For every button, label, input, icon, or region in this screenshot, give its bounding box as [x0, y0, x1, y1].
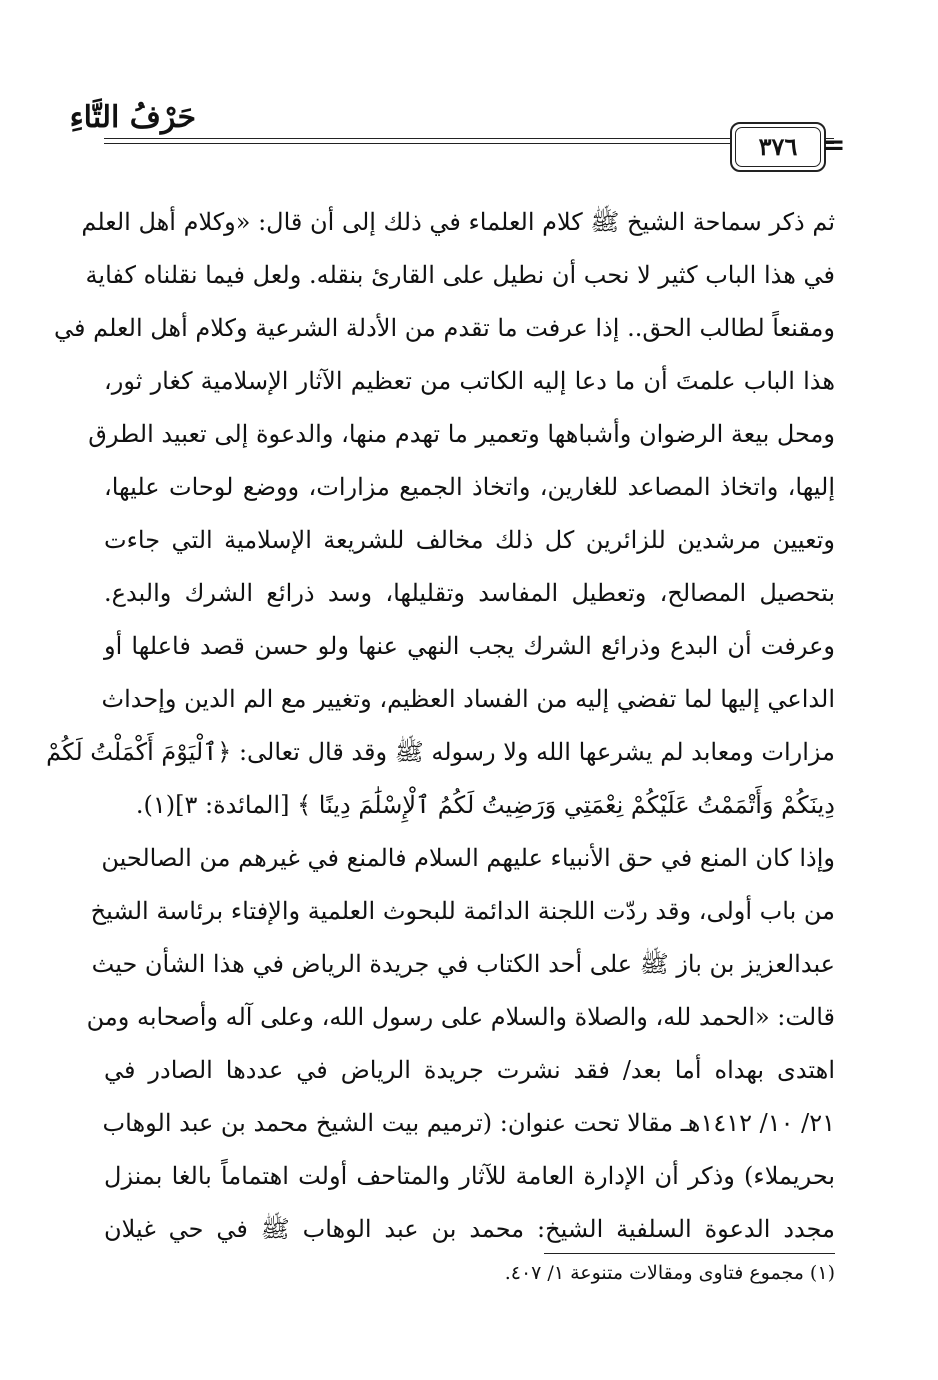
text-line: اهتدى بهداه أما بعد/ فقد نشرت جريدة الرياض في عددها الصادر في [104, 1056, 835, 1084]
text-line: وتعيين مرشدين للزائرين كل ذلك مخالف للشريعة الإسلامية التي جاءت [104, 526, 835, 554]
main-text [46, 196, 835, 1256]
text-line: في هذا الباب كثير لا نحب أن نطيل على القارئ بنقله. ولعل فيما نقلناه كفاية [85, 261, 835, 289]
text-line: عبدالعزيز بن باز ﷺ على أحد الكتاب في جريدة الرياض في هذا الشأن حيث [91, 950, 835, 978]
text-line: قالت: «الحمد لله، والصلاة والسلام على رسول الله، وعلى آله وأصحابه ومن [86, 1003, 835, 1031]
footnote-separator [544, 1253, 835, 1254]
footnote: (١) مجموع فتاوى ومقالات متنوعة ١/ ٤٠٧. [504, 1262, 835, 1284]
page-number-frame [730, 122, 826, 172]
header-ornament: = [822, 128, 846, 161]
header-rule [104, 138, 834, 146]
text-line: ٢١/ ١٠/ ١٤١٢هـ مقالا تحت عنوان: (ترميم بيت الشيخ محمد بن عبد الوهاب [102, 1109, 835, 1137]
text-line: مزارات ومعابد لم يشرعها الله ولا رسوله ﷺ وقد قال تعالى: ﴿ٱلْيَوْمَ أَكْمَلْتُ لَكُمْ [46, 738, 835, 766]
text-line: بحريملاء) وذكر أن الإدارة العامة للآثار والمتاحف أولت اهتماماً بالغا بمنزل [104, 1162, 835, 1190]
text-line: دِينَكُمْ وَأَتْمَمْتُ عَلَيْكُمْ نِعْمَتِي وَرَضِيتُ لَكُمُ ٱلْإِسْلَٰمَ دِينًا ﴾ [المائدة: ٣](١). [135, 791, 835, 819]
text-line: مجدد الدعوة السلفية الشيخ: محمد بن عبد الوهاب ﷺ في حي غيلان [104, 1215, 835, 1243]
text-line: وإذا كان المنع في حق الأنبياء عليهم السلام فالمنع في غيرهم من الصالحين [101, 844, 835, 872]
chapter-title: حَرْفُ التَّاءِ [69, 100, 196, 135]
text-line: الداعي إليها لما تفضي إليه من الفساد العظيم، وتغيير مع الم الدين وإحداث [101, 685, 835, 713]
text-line: إليها، واتخاذ المصاعد للغارين، واتخاذ الجميع مزارات، ووضع لوحات عليها، [104, 473, 835, 501]
text-line: هذا الباب علمتَ أن ما دعا إليه الكاتب من تعظيم الآثار الإسلامية كغار ثور، [104, 367, 835, 395]
page-number: ٣٧٦ [758, 132, 798, 161]
text-line: من باب أولى، وقد ردّت اللجنة الدائمة للبحوث العلمية والإفتاء برئاسة الشيخ [90, 897, 835, 925]
header-rule-top [104, 138, 834, 139]
text-line: ومحل بيعة الرضوان وأشباهها وتعمير ما تهدم منها، والدعوة إلى تعبيد الطرق [88, 420, 835, 448]
header-rule-bottom [104, 143, 834, 144]
text-line: وعرفت أن البدع وذرائع الشرك يجب النهي عنها ولو حسن قصد فاعلها أو [104, 632, 835, 660]
text-line: بتحصيل المصالح، وتعطيل المفاسد وتقليلها، وسد ذرائع الشرك والبدع. [104, 579, 835, 607]
text-line: ومقنعاً لطالب الحق.. إذا عرفت ما تقدم من الأدلة الشرعية وكلام أهل العلم في [54, 314, 835, 342]
text-line: ثم ذكر سماحة الشيخ ﷺ كلام العلماء في ذلك إلى أن قال: «وكلام أهل العلم [81, 208, 835, 236]
